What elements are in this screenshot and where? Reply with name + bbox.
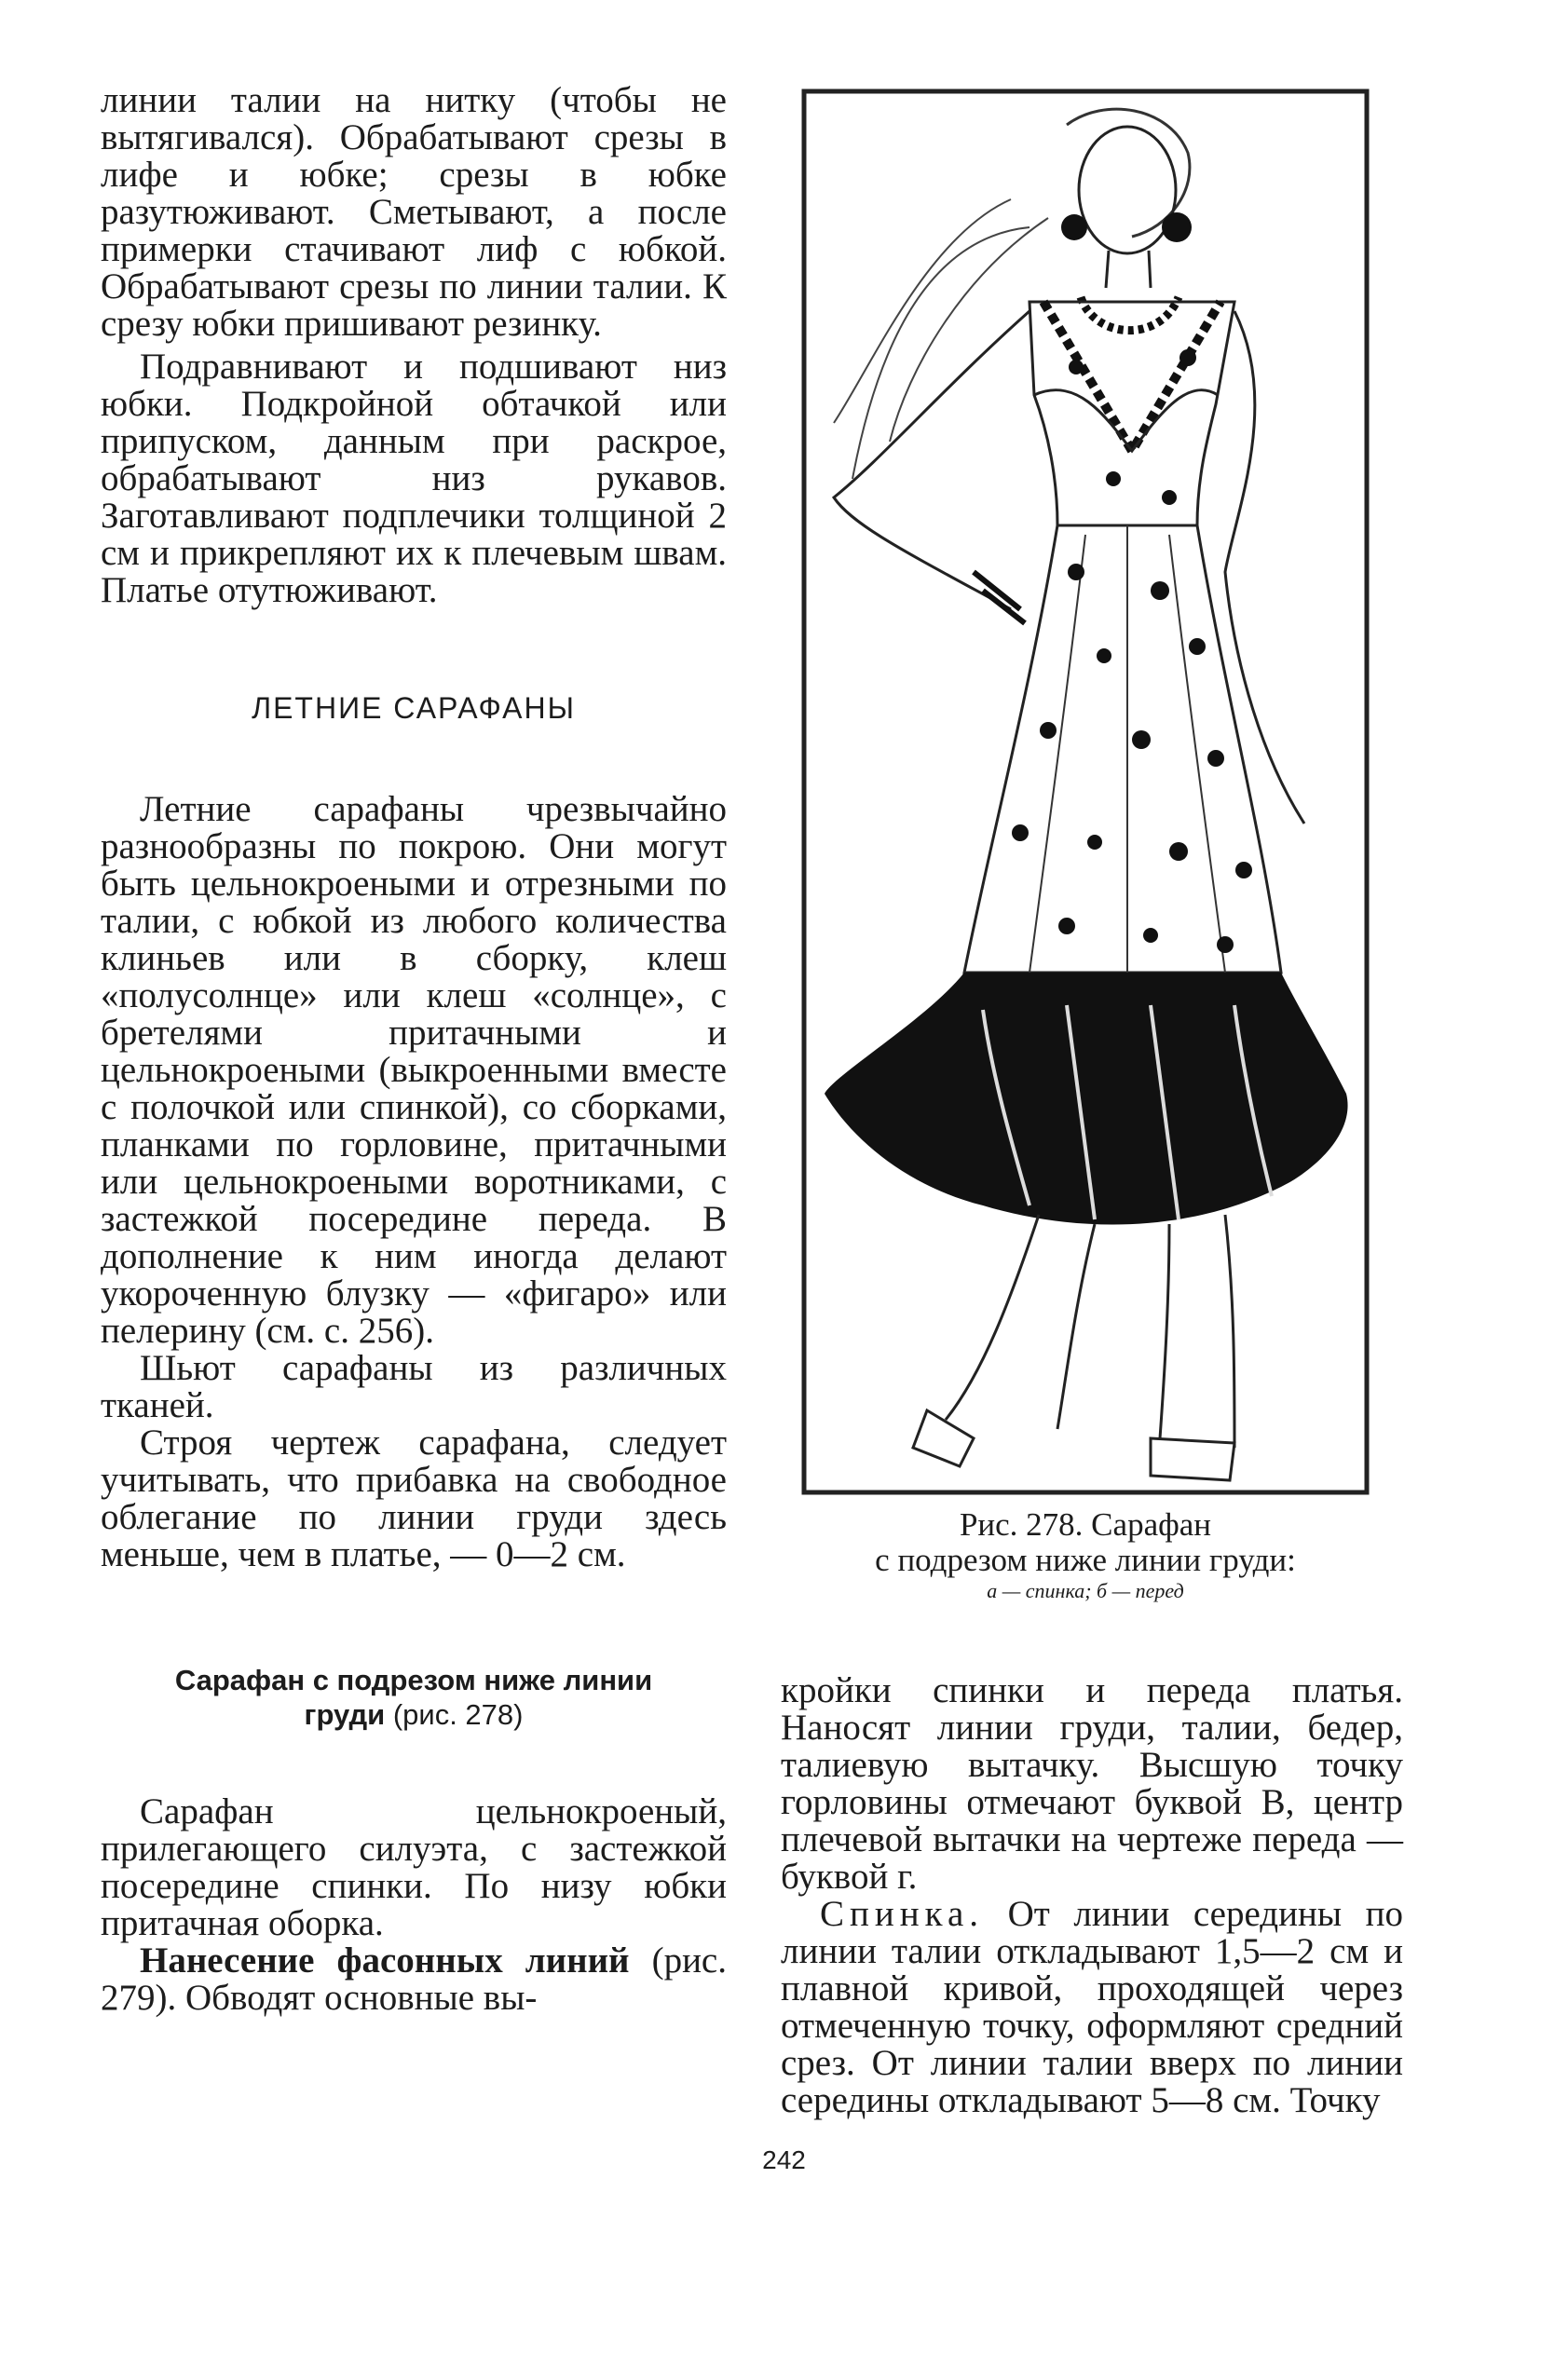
shoe-right bbox=[1151, 1438, 1234, 1480]
paragraph-continuation: линии талии на нитку (чтобы не вытягивался). Обрабатывают срезы в лифе и юбке; срезы в юбке разутюживают. Сметывают, а после примерки стачивают лиф с юбкой. Обрабатывают срезы по линии талии. К срезу юбки пришивают резинку. bbox=[101, 80, 727, 344]
subsection-heading bbox=[101, 1663, 727, 1732]
subsection-title: Сарафан с подрезом ниже линии груди bbox=[174, 1664, 653, 1731]
paragraph-back bbox=[781, 1896, 1403, 2119]
paragraph-pattern-lines: кройки спинки и переда платья. Наносят линии груди, талии, бедер, талиевую вытачку. Высшую точку горловины отмечают буквой В, центр плечевой вытачки на чертеже переда — буквой г. bbox=[781, 1670, 1403, 1897]
shoe-left bbox=[913, 1410, 974, 1466]
head bbox=[1079, 127, 1176, 253]
paragraph-back-rest: От линии середины по линии талии откладывают 1,5—2 см и плавной кривой, проходящей через отмеченную точку, оформляют средний срез. От линии талии вверх по линии середины откладывают 5—8 см. Точку bbox=[781, 1894, 1403, 2120]
hair bbox=[834, 199, 1048, 479]
arm-left bbox=[834, 311, 1029, 609]
paragraph-lead-rest: (рис. 279). Обводят основные вы- bbox=[101, 1940, 727, 2018]
legs bbox=[946, 1215, 1234, 1448]
caption-subtitle: с подрезом ниже линии груди: bbox=[875, 1542, 1296, 1578]
paragraph-sundresses-intro: Летние сарафаны чрезвычайно разнообразны по покрою. Они могут быть цельнокроеными и отрезными по талии, с юбкой из любого количества клиньев или в сборку, клеш «полусолнце» или клеш «солнце», с бретелями притачными и цельнокроеными (выкроенными вместе с полочкой или спинкой), со сборками, планками по горловине, притачными или цельнокроеными воротниками, с застежкой посередине переда. В дополнение к ним иногда делают укороченную блузку — «фигаро» или пелерину (см. с. 256). bbox=[101, 789, 727, 1351]
paragraph-sundress-description: Сарафан цельнокроеный, прилегающего силуэта, с застежкой посередине спинки. По низу юбки притачная оборка. bbox=[101, 1791, 727, 1943]
left-column bbox=[101, 82, 727, 2017]
neckline-trim bbox=[1043, 302, 1220, 451]
skirt bbox=[964, 525, 1281, 973]
paragraph-drafting: Строя чертеж сарафана, следует учитывать, что прибавка на свободное облегание по линии груди здесь меньше, чем в платье, — 0—2 см. bbox=[101, 1423, 727, 1574]
right-column bbox=[781, 1672, 1403, 2119]
section-heading: ЛЕТНИЕ САРАФАНЫ bbox=[252, 691, 576, 725]
earring-left bbox=[1061, 214, 1087, 240]
subsection-figure-ref: (рис. 278) bbox=[392, 1698, 524, 1731]
sundress-illustration bbox=[797, 88, 1374, 1499]
figure-278 bbox=[797, 88, 1374, 1499]
paragraph-lead: Нанесение фасонных линий bbox=[140, 1940, 630, 1981]
figure-caption bbox=[797, 1507, 1374, 1604]
page-number: 242 bbox=[762, 2145, 806, 2174]
arm-right bbox=[1225, 311, 1304, 824]
paragraph-style-lines bbox=[101, 1942, 727, 2017]
paragraph-finishing: Подравнивают и подшивают низ юбки. Подкройной обтачкой или припуском, данным при раскрое, обрабатывают низ рукавов. Заготавливают подплечики толщиной 2 см и прикрепляют их к плечевым швам. Платье отутюживают. bbox=[101, 347, 727, 610]
caption-title: Рис. 278. Сарафан bbox=[959, 1506, 1212, 1543]
caption-legend: а — спинка; б — перед bbox=[987, 1579, 1184, 1602]
earring-right bbox=[1162, 212, 1192, 242]
paragraph-back-lead: Спинка. bbox=[820, 1894, 985, 1934]
paragraph-fabrics: Шьют сарафаны из различных тканей. bbox=[101, 1348, 727, 1425]
